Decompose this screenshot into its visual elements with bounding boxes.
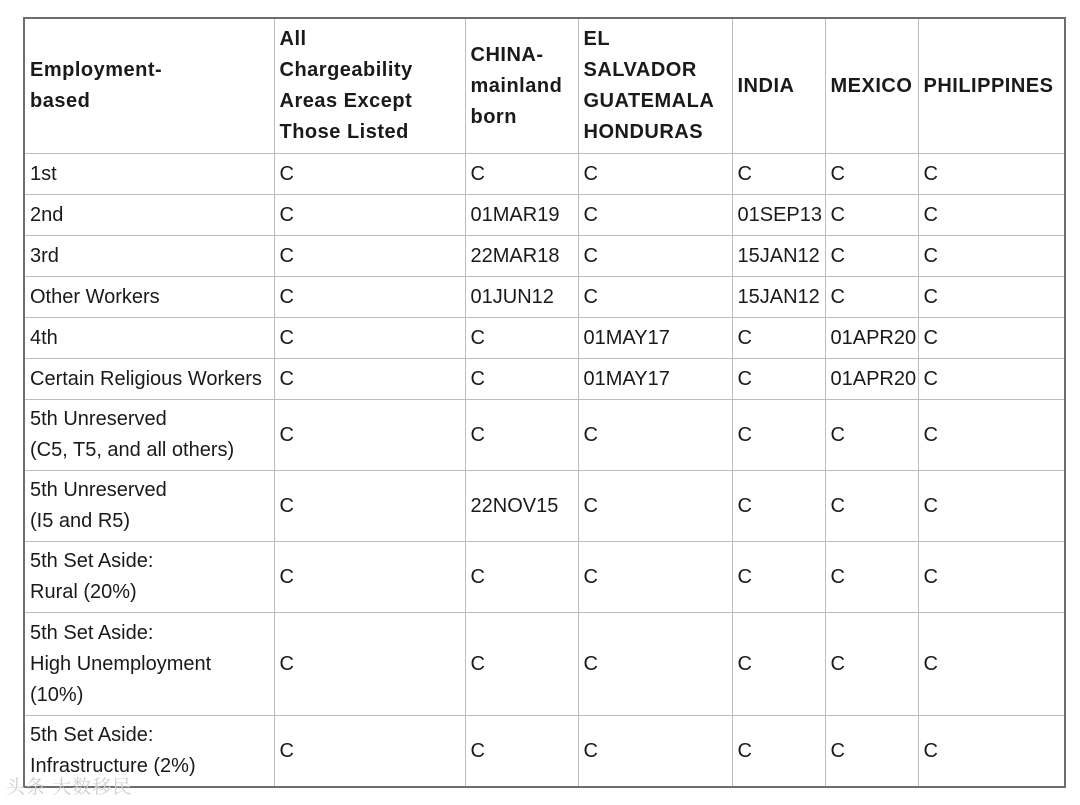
table-cell: C [274,359,465,400]
table-cell: C [918,318,1065,359]
table-cell: C [274,154,465,195]
table-cell: C [465,359,578,400]
table-row [24,400,1065,471]
table-row [24,542,1065,613]
table-cell: C [578,716,732,788]
table-row [24,236,1065,277]
column-header-india: INDIA [732,18,825,154]
table-cell: C [465,542,578,613]
table-row [24,359,1065,400]
table-cell: C [918,195,1065,236]
column-header-el-salvador-guatemala-honduras: EL SALVADOR GUATEMALA HONDURAS [578,18,732,154]
table-cell: 01SEP13 [732,195,825,236]
table-cell: C [578,613,732,716]
table-cell: C [825,716,918,788]
table-cell: C [918,471,1065,542]
table-cell: C [825,400,918,471]
row-label: 2nd [24,195,274,236]
table-cell: C [578,400,732,471]
column-header-mexico: MEXICO [825,18,918,154]
table-cell: C [918,359,1065,400]
table-cell: C [274,400,465,471]
table-cell: C [825,277,918,318]
table-cell: C [825,471,918,542]
table-cell: 22MAR18 [465,236,578,277]
row-label: 5th Unreserved (C5, T5, and all others) [24,400,274,471]
table-cell: C [274,318,465,359]
table-row [24,277,1065,318]
column-header-all-chargeability: All Chargeability Areas Except Those Listed [274,18,465,154]
table-cell: C [578,542,732,613]
column-header-china: CHINA- mainland born [465,18,578,154]
table-cell: C [578,277,732,318]
table-row [24,613,1065,716]
header-row [24,18,1065,154]
row-label: 5th Set Aside: Infrastructure (2%) [24,716,274,788]
table-cell: 15JAN12 [732,277,825,318]
table-cell: C [918,613,1065,716]
table-cell: C [274,471,465,542]
table-cell: 01MAR19 [465,195,578,236]
table-cell: C [465,613,578,716]
table-cell: C [918,400,1065,471]
table-cell: C [918,154,1065,195]
table-cell: C [465,400,578,471]
table-cell: C [465,716,578,788]
table-cell: C [578,195,732,236]
table-row [24,154,1065,195]
table-row [24,716,1065,788]
table-cell: C [825,613,918,716]
row-label: 3rd [24,236,274,277]
table-cell: C [918,542,1065,613]
visa-bulletin-table [23,17,1066,788]
table-cell: C [578,236,732,277]
table-cell: C [918,716,1065,788]
table-cell: 01MAY17 [578,318,732,359]
table-cell: C [825,195,918,236]
row-label: 5th Set Aside: High Unemployment (10%) [24,613,274,716]
table-cell: C [465,154,578,195]
table-cell: C [825,154,918,195]
column-header-philippines: PHILIPPINES [918,18,1065,154]
table-cell: C [732,318,825,359]
table-cell: C [732,716,825,788]
table-cell: C [274,277,465,318]
table-cell: C [578,471,732,542]
row-label: 1st [24,154,274,195]
table-cell: C [732,359,825,400]
table-row [24,318,1065,359]
table-cell: C [732,154,825,195]
table-row [24,195,1065,236]
table-cell: C [732,471,825,542]
table-cell: C [825,542,918,613]
table-cell: C [274,716,465,788]
table-cell: C [918,277,1065,318]
row-label: 4th [24,318,274,359]
row-label: 5th Set Aside: Rural (20%) [24,542,274,613]
table-cell: 01MAY17 [578,359,732,400]
table-cell: C [274,613,465,716]
table-cell: C [732,542,825,613]
table-cell: C [918,236,1065,277]
table-row [24,471,1065,542]
table-cell: C [732,613,825,716]
table-cell: C [578,154,732,195]
row-label: Certain Religious Workers [24,359,274,400]
table-cell: C [274,542,465,613]
table-cell: 01APR20 [825,359,918,400]
table-cell: C [825,236,918,277]
table-cell: C [274,236,465,277]
table-cell: 01JUN12 [465,277,578,318]
table-cell: C [732,400,825,471]
row-label: Other Workers [24,277,274,318]
column-header-employment-based: Employment- based [24,18,274,154]
table-cell: 15JAN12 [732,236,825,277]
table-cell: C [274,195,465,236]
row-label: 5th Unreserved (I5 and R5) [24,471,274,542]
table-cell: 01APR20 [825,318,918,359]
watermark: 头条 大数移民 [6,777,133,798]
table-cell: C [465,318,578,359]
table-cell: 22NOV15 [465,471,578,542]
